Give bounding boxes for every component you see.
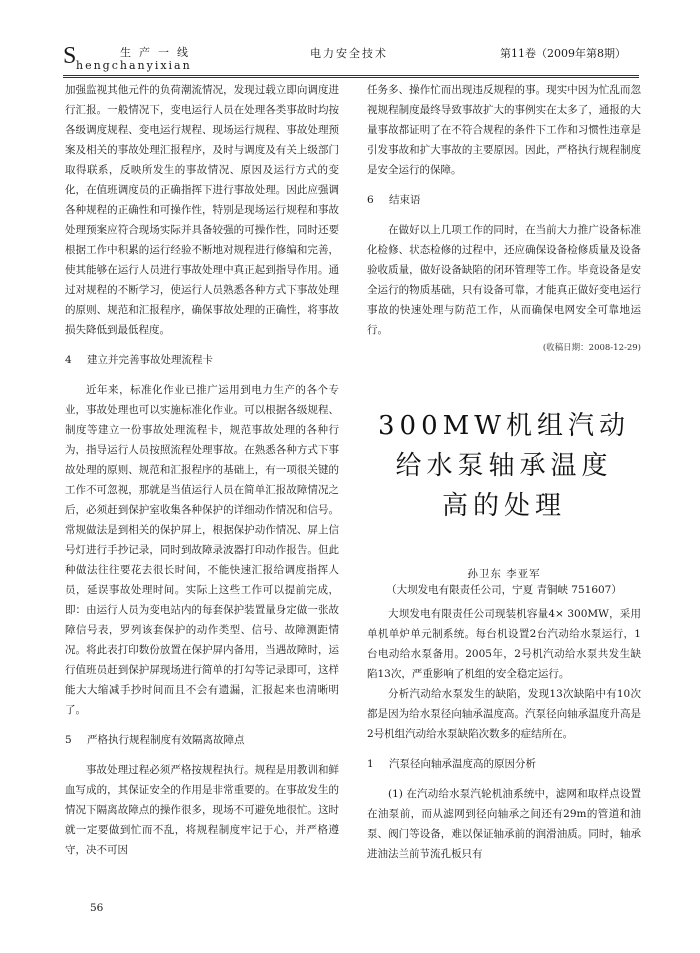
title-line: 给水泵轴承温度	[395, 451, 613, 481]
section-name: 生产一线	[120, 46, 196, 59]
section-heading	[65, 350, 339, 370]
article-title	[367, 406, 641, 526]
section-title: 汽泵径向轴承温度高的原因分析	[389, 758, 536, 770]
page-header	[0, 0, 700, 80]
paragraph: 在做好以上几项工作的同时，在当前大力推广设备标准化检修、状态检修的过程中，还应确保设备检修质量及设备验收质量，做好设备缺陷的闭环管理等工作。毕竟设备是安全运行的物质基础，只有设备可靠，才能真正做好变电运行事故的快速处理与防范工作，从而确保电网安全可靠地运行。	[367, 224, 641, 336]
paragraph: 加强监视其他元件的负荷潮流情况，发现过载立即向调度进行汇报。一般情况下，变电运行人员在处理各类事故时均按各级调度规程、变电运行规程、现场运行规程、事故处理预案及相关的事故处理汇报程序，及时与调度及有关上级部门取得联系，反映所发生的事故情况、原因及运行方式的变化，在值班调度员的正确指挥下进行事故处理。因此应强调各种规程的正确性和可操作性，特别是现场运行规程和事故处理预案应符合现场实际并具备较强的可操作性，同时还要根据工作中积累的运行经验不断地对规程进行修编和完善，使其能够在运行人员进行事故处理中真正起到指导作用。通过对规程的不断学习，使运行人员熟悉各种方式下事故处理的原则、规范和汇报程序，确保事故处理的正确性，将事故损失降低到最低程度。	[65, 84, 339, 336]
section-number: 4	[65, 354, 72, 366]
paragraph: 任务多、操作忙而出现违反规程的事。现实中因为忙乱而忽视规程制度最终导致事故扩大的事例实在太多了，通报的大量事故都证明了在不符合规程的条件下工作和习惯性违章是引发事故和扩大事故的主要原因。因此，严格执行规程制度是安全运行的保障。	[367, 84, 641, 176]
section-heading	[367, 190, 641, 210]
header-rule-bottom	[63, 77, 639, 78]
title-line: 300MW机组汽动	[378, 411, 630, 441]
title-line: 高的处理	[441, 491, 566, 521]
section-title: 结束语	[389, 194, 421, 206]
paragraph: 大坝发电有限责任公司现装机容量4× 300MW，采用单机单炉单元制系统。每台机设置2台汽动给水泵运行，1台电动给水泵备用。2005年，2号机汽动给水泵共发生缺陷13次，严重影响了机组的安全稳定运行。	[367, 608, 641, 680]
paragraph: (1) 在汽动给水泵汽轮机油系统中，滤网和取样点设置在油泵前，而从滤网到径向轴承之间还有29m的管道和油泵、阀门等设备，难以保证轴承前的润滑油质。同时，轴承进油法兰前节流孔板只有	[367, 788, 641, 860]
paragraph: 事故处理过程必须严格按规程执行。规程是用教训和鲜血写成的，其保证安全的作用是非常重要的。在事故发生的情况下隔离故障点的操作很多，现场不可避免地很忙。这时就一定要做到忙而不乱，将规程制度牢记于心，并严格遵守，决不可因	[65, 764, 339, 856]
paragraph: 分析汽动给水泵发生的缺陷，发现13次缺陷中有10次都是因为给水泵径向轴承温度高。汽泵径向轴承温度升高是2号机组汽动给水泵缺陷次数多的症结所在。	[367, 688, 641, 740]
section-number: 6	[367, 194, 374, 206]
section-title: 严格执行规程制度有效隔离故障点	[87, 734, 245, 746]
received-date: (收稿日期：2008-12-29)	[542, 343, 641, 353]
page-number: 56	[90, 902, 104, 914]
brand-letter: S	[63, 43, 77, 69]
section-pinyin: hengchanyixian	[76, 59, 192, 72]
authors: 孙卫东 李亚军	[467, 568, 541, 580]
section-title: 建立并完善事故处理流程卡	[87, 354, 213, 366]
left-column	[65, 80, 339, 860]
journal-name: 电力安全技术	[310, 47, 388, 60]
section-number: 1	[367, 758, 374, 770]
section-heading	[367, 754, 641, 774]
affiliation: （大坝发电有限责任公司，宁夏 青铜峡 751607）	[386, 584, 622, 596]
section-heading	[65, 730, 339, 750]
issue-info: 第11卷（2009年第8期）	[500, 47, 626, 60]
section-number: 5	[65, 734, 72, 746]
right-column	[367, 80, 641, 864]
header-rule-top	[63, 75, 639, 76]
paragraph: 近年来，标准化作业已推广运用到电力生产的各个专业，事故处理也可以实施标准化作业。可以根据各级规程、制度等建立一份事故处理流程卡，规范事故处理的各种行为，指导运行人员按照流程处理事故。在熟悉各种方式下事故处理的原则、规范和汇报程序的基础上，有一项很关键的工作不可忽视，那就是当值运行人员在简单汇报故障情况之后，必须赶到保护室收集各种保护的详细动作情况和信号。常规做法是到相关的保护屏上，根据保护动作情况、屏上信号灯进行手抄记录，同时到故障录波器打印动作报告。但此种做法往往要花去很长时间，不能快速汇报给调度指挥人员，延误事故处理时间。实际上这些工作可以提前完成，即：由运行人员为变电站内的每套保护装置量身定做一张故障信号表，罗列该套保护的动作类型、信号、故障测距情况。将此表打印数份放置在保护屏内备用，当遇故障时，运行值班员赶到保护屏现场进行简单的打勾等记录即可，这样能大大缩减手抄时间而且不会有遗漏，汇报起来也清晰明了。	[65, 384, 339, 716]
